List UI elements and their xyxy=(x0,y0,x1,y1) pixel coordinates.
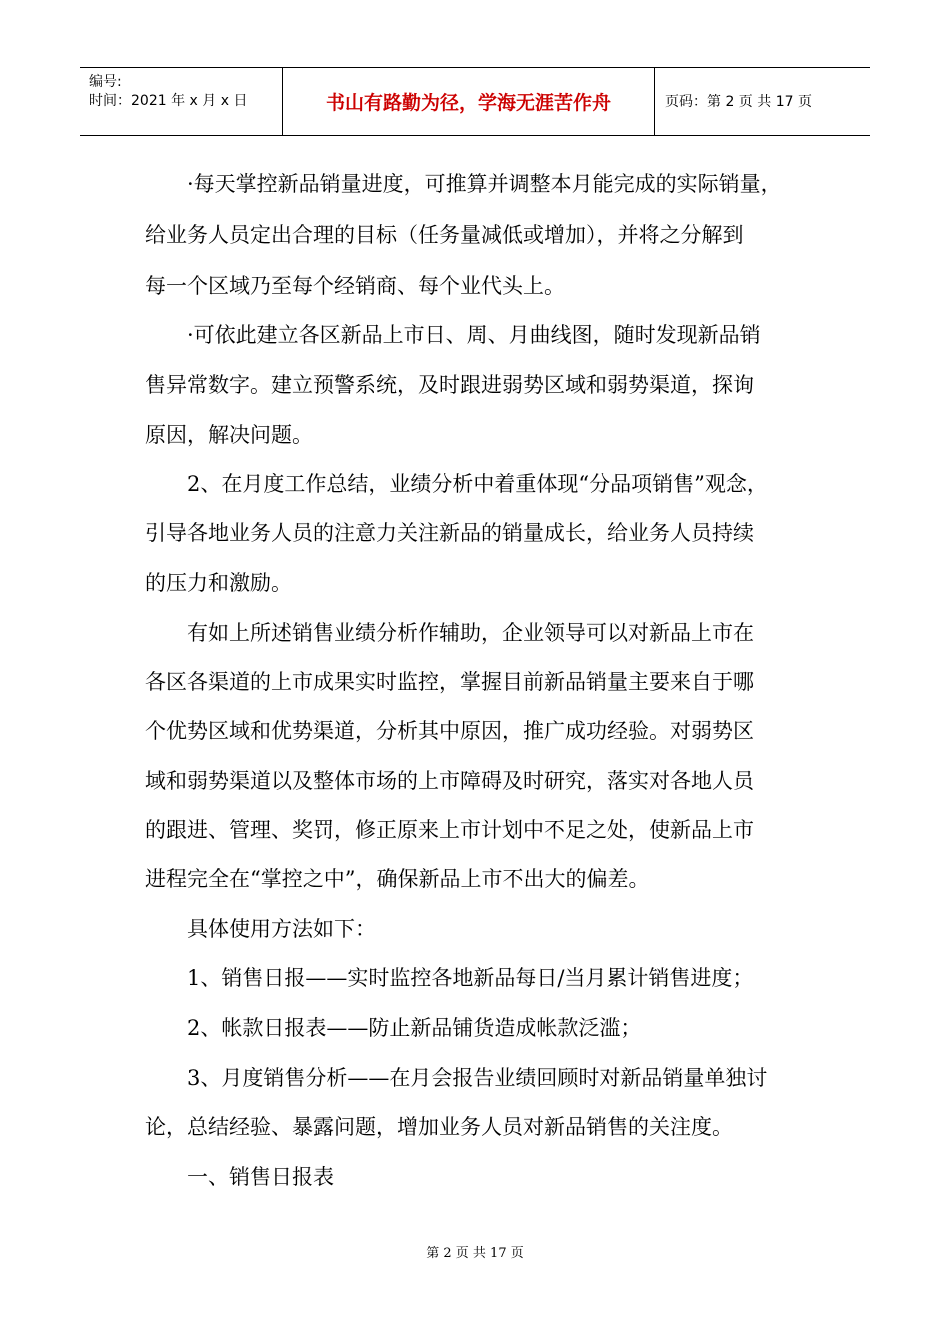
document-header xyxy=(80,67,870,136)
body-line: 进程完全在“掌控之中”，确保新品上市不出大的偏差。 xyxy=(145,867,650,891)
header-motto: 书山有路勤为径，学海无涯苦作舟 xyxy=(325,92,611,114)
body-line: 给业务人员定出合理的目标（任务量减低或增加），并将之分解到 xyxy=(145,223,744,247)
body-line: 的压力和激励。 xyxy=(145,571,292,595)
body-line: 3、月度销售分析——在月会报告业绩回顾时对新品销量单独讨 xyxy=(187,1066,768,1090)
body-line: 个优势区域和优势渠道，分析其中原因，推广成功经验。对弱势区 xyxy=(145,719,754,743)
body-line: 每一个区域乃至每个经销商、每个业代头上。 xyxy=(145,274,565,298)
body-line: ·可依此建立各区新品上市日、周、月曲线图，随时发现新品销 xyxy=(187,323,761,347)
document-number-label: 编号: xyxy=(89,74,122,90)
body-line: 各区各渠道的上市成果实时监控，掌握目前新品销量主要来自于哪 xyxy=(145,670,754,694)
body-line: 引导各地业务人员的注意力关注新品的销量成长，给业务人员持续 xyxy=(145,521,754,545)
body-line: 具体使用方法如下： xyxy=(187,917,376,941)
header-page-cell xyxy=(655,68,870,135)
body-line: 有如上所述销售业绩分析作辅助，企业领导可以对新品上市在 xyxy=(187,621,754,645)
body-line: 的跟进、管理、奖罚，修正原来上市计划中不足之处，使新品上市 xyxy=(145,818,754,842)
body-line: 论，总结经验、暴露问题，增加业务人员对新品销售的关注度。 xyxy=(145,1115,733,1139)
body-line: 原因，解决问题。 xyxy=(145,423,313,447)
body-line: 2、在月度工作总结，业绩分析中着重体现“分品项销售”观念， xyxy=(187,472,768,496)
header-motto-cell xyxy=(282,68,655,135)
header-meta-cell xyxy=(80,68,282,135)
body-line: 1、销售日报——实时监控各地新品每日/当月累计销售进度； xyxy=(187,966,754,990)
body-line: ·每天掌控新品销量进度，可推算并调整本月能完成的实际销量， xyxy=(187,172,782,196)
section-heading: 一、销售日报表 xyxy=(187,1165,334,1189)
page-footer: 第 2 页 共 17 页 xyxy=(426,1246,524,1261)
body-line: 售异常数字。建立预警系统，及时跟进弱势区域和弱势渠道，探询 xyxy=(145,373,754,397)
body-line: 域和弱势渠道以及整体市场的上市障碍及时研究，落实对各地人员 xyxy=(145,769,754,793)
header-page-info: 页码：第 2 页 共 17 页 xyxy=(665,94,812,110)
document-date: 时间：2021 年 x 月 x 日 xyxy=(89,93,248,109)
body-line: 2、帐款日报表——防止新品铺货造成帐款泛滥； xyxy=(187,1016,642,1040)
